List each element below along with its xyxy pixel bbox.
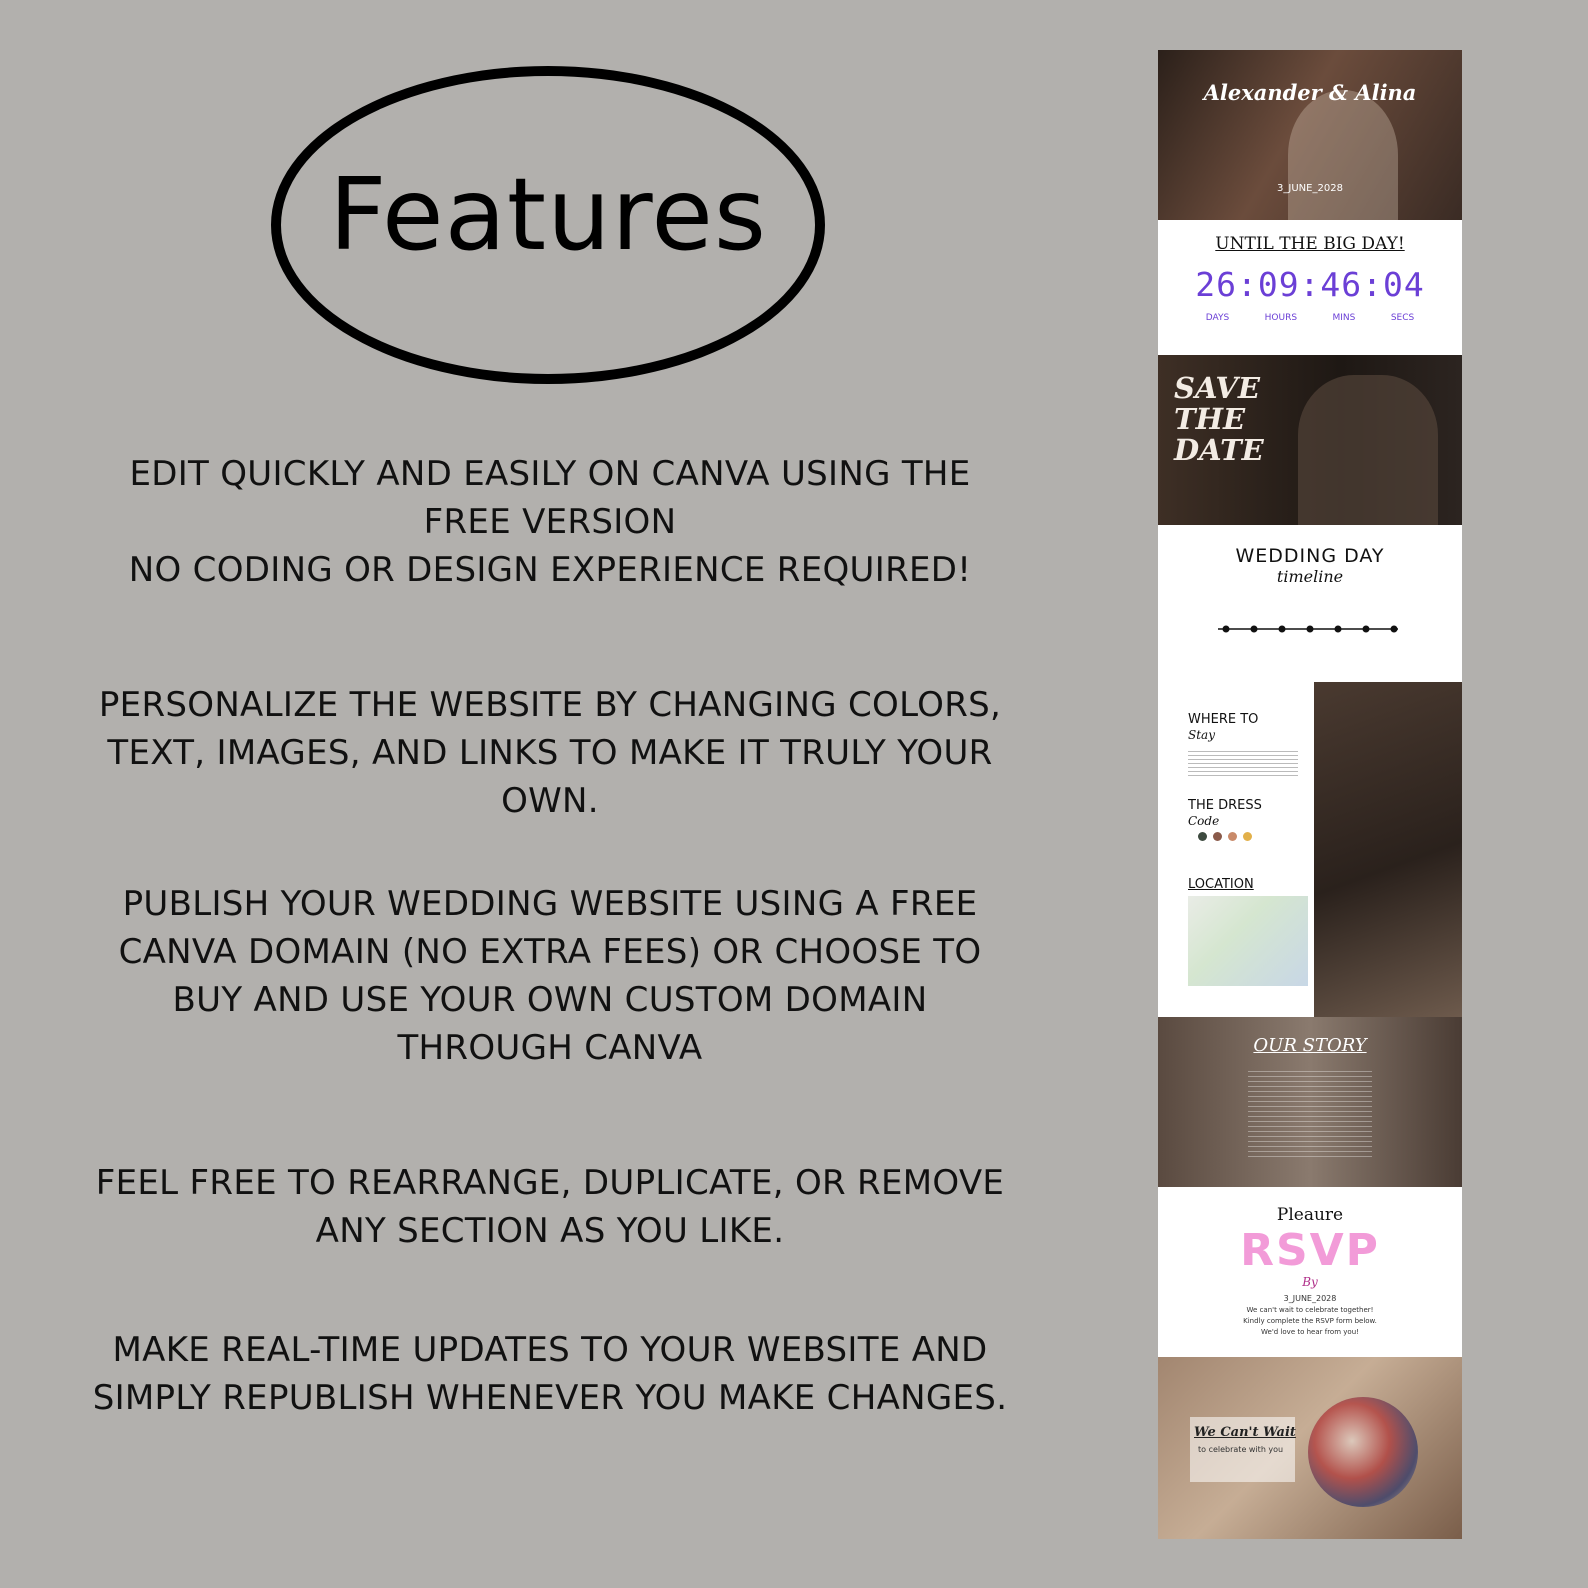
feature-line: FEEL FREE TO REARRANGE, DUPLICATE, OR REMOVE [95,1163,1005,1203]
preview-countdown [1158,220,1462,355]
story-text-block [1248,1067,1372,1157]
rsvp-date: 3_JUNE_2028 [1283,1294,1337,1303]
timeline-title: WEDDING DAY [1235,545,1385,567]
preview-hero [1158,50,1462,220]
location-map [1188,896,1308,986]
story-title: OUR STORY [1253,1035,1367,1056]
rsvp-line: Kindly complete the RSVP form below. [1243,1317,1377,1325]
timeline-graphic [1158,597,1462,677]
rsvp-title: RSVP [1240,1225,1380,1276]
preview-info [1158,682,1462,1017]
rsvp-pre: Pleaure [1276,1205,1344,1225]
feature-line: PERSONALIZE THE WEBSITE BY CHANGING COLORS, [98,685,1002,725]
save-the-date-text [1174,373,1264,466]
location-title: LOCATION [1188,877,1254,892]
timeline-subtitle: timeline [1276,567,1344,586]
countdown-value: 26:09:46:04 [1195,265,1425,304]
info-column [1158,682,1314,1017]
dress-title: THE DRESS [1188,798,1262,813]
feature-line: TEXT, IMAGES, AND LINKS TO MAKE IT TRULY YOUR [107,733,993,773]
feature-edit [60,450,1040,594]
feature-personalize [60,681,1040,825]
dress-subtitle: Code [1188,814,1220,828]
swatch [1213,832,1222,841]
preview-timeline [1158,525,1462,682]
unit-secs: SECS [1390,313,1415,323]
save-photo-couple [1298,375,1438,525]
unit-mins: MINS [1332,313,1356,323]
save-line: SAVE [1174,371,1260,405]
save-line: DATE [1174,433,1264,467]
rsvp-by: By [1302,1275,1318,1289]
feature-publish [60,880,1040,1072]
stay-subtitle: Stay [1188,728,1215,742]
info-photo [1314,682,1462,1017]
footer-subtitle: to celebrate with you [1198,1445,1284,1454]
preview-save-the-date [1158,355,1462,525]
feature-line: EDIT QUICKLY AND EASILY ON CANVA USING THE [129,454,971,494]
footer-title: We Can't Wait [1194,1425,1296,1440]
rsvp-line: We can't wait to celebrate together! [1246,1306,1374,1314]
feature-line: THROUGH CANVA [397,1028,703,1068]
preview-story [1158,1017,1462,1187]
feature-line: BUY AND USE YOUR OWN CUSTOM DOMAIN [172,980,928,1020]
unit-days: DAYS [1205,313,1230,323]
feature-line: SIMPLY REPUBLISH WHENEVER YOU MAKE CHANGES. [92,1378,1008,1418]
feature-line: PUBLISH YOUR WEDDING WEBSITE USING A FREE [122,884,978,924]
preview-footer [1158,1357,1462,1539]
rsvp-line: We'd love to hear from you! [1261,1328,1359,1336]
feature-line: CANVA DOMAIN (NO EXTRA FEES) OR CHOOSE TO [118,932,982,972]
countdown-title: UNTIL THE BIG DAY! [1215,234,1405,254]
save-line: THE [1174,402,1246,436]
feature-rearrange [60,1159,1040,1255]
hero-photo-couple [1288,90,1398,220]
swatch [1198,832,1207,841]
feature-updates [60,1326,1040,1422]
swatch [1243,832,1252,841]
countdown-units [1158,313,1462,323]
stay-text-block [1188,748,1298,778]
swatch [1228,832,1237,841]
footer-dessert-photo [1308,1397,1418,1507]
hero-date: 3_JUNE_2028 [1277,183,1343,194]
feature-line: FREE VERSION [423,502,677,542]
website-preview [1158,50,1462,1539]
dress-swatches [1198,832,1252,841]
unit-hours: HOURS [1264,313,1298,323]
stay-title: WHERE TO [1188,712,1259,727]
feature-line: MAKE REAL-TIME UPDATES TO YOUR WEBSITE AND [112,1330,988,1370]
preview-rsvp [1158,1187,1462,1357]
hero-names: Alexander & Alina [1203,80,1417,105]
page-title: Features [329,156,767,273]
feature-line: ANY SECTION AS YOU LIKE. [315,1211,785,1251]
feature-line: NO CODING OR DESIGN EXPERIENCE REQUIRED! [128,550,972,590]
feature-line: OWN. [501,781,599,821]
